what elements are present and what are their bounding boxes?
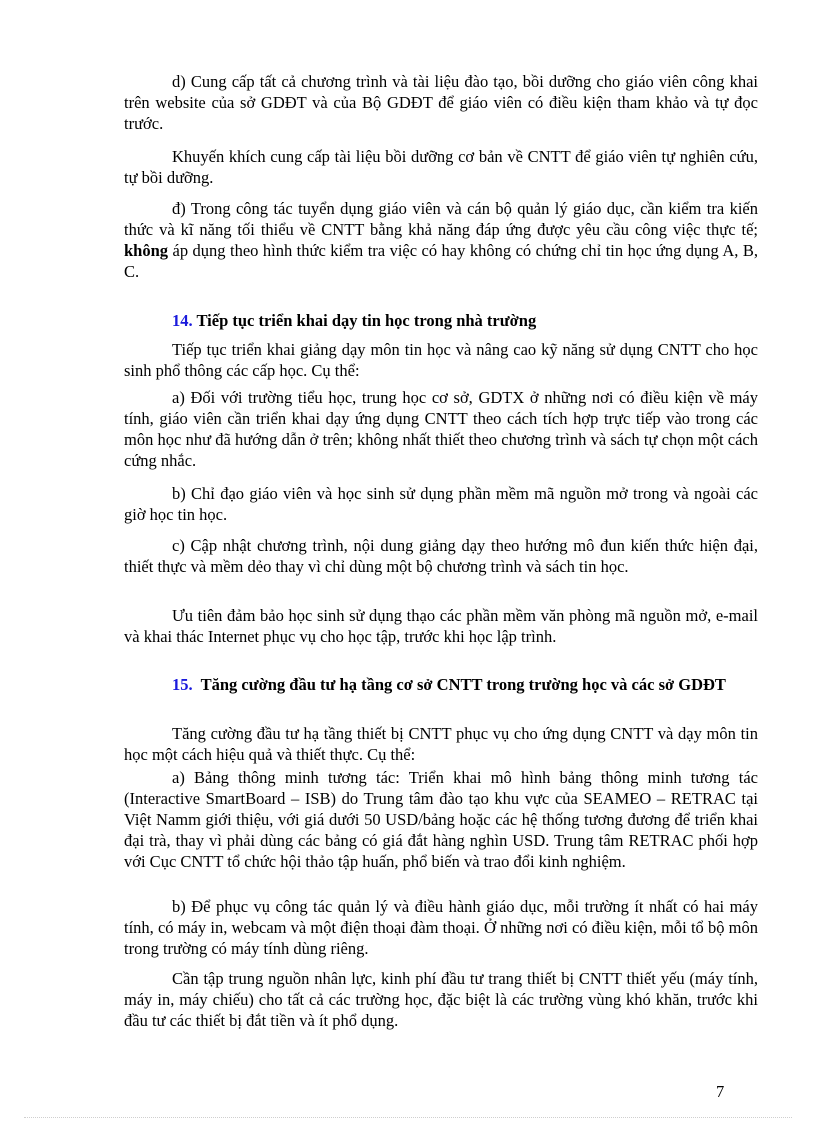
paragraph-s15-focus: Cần tập trung nguồn nhân lực, kinh phí đầu tư trang thiết bị CNTT thiết yếu (máy tính, máy in, máy chiếu) cho tất cả các trường học, đặc biệt là các trường vùng khó khăn, trước khi đầu tư các thiết bị đắt tiền và ít phổ dụng. [124, 969, 758, 1030]
paragraph-s14-b: b) Chỉ đạo giáo viên và học sinh sử dụng phần mềm mã nguồn mở trong và ngoài các giờ học tin học. [124, 484, 758, 524]
paragraph-s14-a: a) Đối với trường tiểu học, trung học cơ sở, GDTX ở những nơi có điều kiện về máy tính, giáo viên cần triển khai dạy ứng dụng CNTT theo cách tích hợp trực tiếp vào trong các môn học như đã hướng dẫn ở trên; không nhất thiết theo chương trình và sách tự chọn một cách cứng nhắc. [124, 388, 758, 470]
section-14-title: Tiếp tục triển khai dạy tin học trong nhà trường [196, 311, 537, 330]
paragraph-s14-priority: Ưu tiên đảm bảo học sinh sử dụng thạo các phần mềm văn phòng mã nguồn mở, e-mail và khai thác Internet phục vụ cho học tập, trước khi học lập trình. [124, 606, 758, 646]
section-14-heading [124, 310, 758, 331]
paragraph-s15-a: a) Bảng thông minh tương tác: Triển khai mô hình bảng thông minh tương tác (Interactive SmartBoard – ISB) do Trung tâm đào tạo khu vực của SEAMEO – RETRAC tại Việt Namm giới thiệu, với giá dưới 50 USD/bảng hoặc các hệ thống tương đương để triển khai đại trà, thay vì phải dùng các bảng có giá đắt hàng nghìn USD. Trung tâm RETRAC phối hợp với Cục CNTT tổ chức hội thảo tập huấn, phổ biến và trao đổi kinh nghiệm. [124, 768, 758, 871]
paragraph-dd-text-start: đ) Trong công tác tuyển dụng giáo viên và cán bộ quản lý giáo dục, cần kiểm tra kiến thức và kĩ năng tối thiểu về CNTT bằng khả năng đáp ứng được yêu cầu công việc thực tế; [124, 199, 758, 239]
paragraph-d-training-materials: d) Cung cấp tất cả chương trình và tài liệu đào tạo, bồi dưỡng cho giáo viên công khai trên website của sở GDĐT và của Bộ GDĐT để giáo viên có điều kiện tham khảo và tự đọc trước. [124, 72, 758, 133]
section-14-number: 14. [172, 311, 193, 330]
paragraph-encourage-self-study: Khuyến khích cung cấp tài liệu bồi dưỡng cơ bản về CNTT để giáo viên tự nghiên cứu, tự bồi dưỡng. [124, 147, 758, 187]
paragraph-s14-c: c) Cập nhật chương trình, nội dung giảng dạy theo hướng mô đun kiến thức hiện đại, thiết thực và mềm dẻo thay vì chỉ dùng một bộ chương trình và sách tin học. [124, 536, 758, 576]
page-number: 7 [716, 1082, 725, 1101]
paragraph-dd-text-end: áp dụng theo hình thức kiểm tra việc có hay không có chứng chỉ tin học ứng dụng A, B, C. [124, 241, 758, 281]
section-15-number: 15. [172, 675, 193, 694]
section-15-title: Tăng cường đầu tư hạ tầng cơ sở CNTT trong trường học và các sở GDĐT [200, 675, 726, 694]
paragraph-s15-b: b) Để phục vụ công tác quản lý và điều hành giáo dục, mỗi trường ít nhất có hai máy tính, có máy in, webcam và một điện thoại đàm thoại. Ở những nơi có điều kiện, mỗi tổ bộ môn trong trường có máy tính dùng riêng. [124, 897, 758, 958]
paragraph-s15-intro: Tăng cường đầu tư hạ tầng thiết bị CNTT phục vụ cho ứng dụng CNTT và dạy môn tin học một cách hiệu quả và thiết thực. Cụ thể: [124, 724, 758, 764]
bold-khong: không [124, 241, 169, 260]
paragraph-s14-intro: Tiếp tục triển khai giảng dạy môn tin học và nâng cao kỹ năng sử dụng CNTT cho học sinh phổ thông các cấp học. Cụ thể: [124, 340, 758, 380]
footer-dotted-divider [24, 1117, 792, 1118]
section-15-heading [124, 674, 758, 695]
paragraph-dd-recruitment [124, 198, 758, 282]
